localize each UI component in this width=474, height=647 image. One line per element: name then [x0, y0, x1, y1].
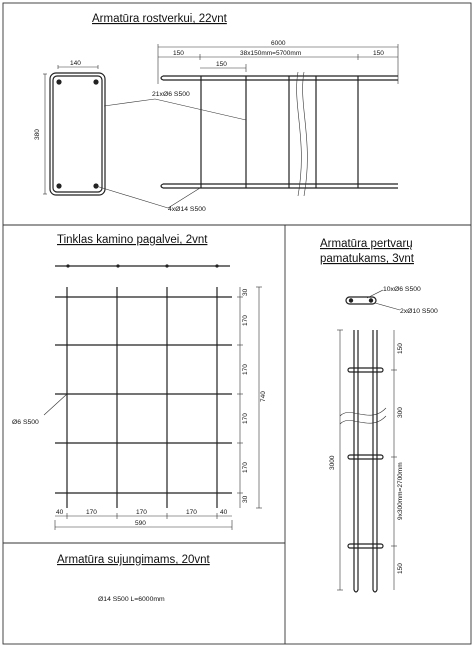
longitudinal-label: 4xØ14 S500	[168, 206, 206, 213]
mesh-edge-dim-top: 30	[242, 288, 249, 296]
break-line	[340, 416, 386, 424]
mesh-span-dim: 170	[242, 462, 249, 473]
mesh-bottom-total-dim: 590	[135, 520, 146, 527]
elevation-total-dim: 6000	[271, 40, 286, 47]
mesh-bottom-span-dim: 170	[186, 509, 197, 516]
elevation-middle-dim: 38x150mm=5700mm	[240, 50, 302, 57]
mesh-title: Tinklas kamino pagalvei, 2vnt	[57, 234, 208, 246]
break-line	[303, 72, 308, 196]
bottom-longitudinal-bars	[163, 184, 398, 188]
partition-longitudinal-label: 2xØ10 S500	[400, 308, 438, 315]
partition-title-line1: Armatūra pertvarų	[320, 238, 413, 250]
mesh-edge-dim-bottom: 30	[242, 495, 249, 503]
partition-title-line2: pamatukams, 3vnt	[320, 253, 414, 265]
partition-stirrups-label: 10xØ6 S500	[383, 286, 421, 293]
mesh-grid	[55, 287, 232, 508]
partition-top-dim: 150	[397, 343, 404, 354]
cross-section-width-dim: 140	[70, 60, 81, 67]
elevation-end-left-dim: 150	[173, 50, 184, 57]
joints-spec: Ø14 S500 L=6000mm	[98, 596, 165, 603]
sheet-border	[3, 3, 471, 644]
partition-series-dim: 9x300mm=2700mm	[397, 462, 404, 520]
stirrups-label: 21xØ6 S500	[152, 91, 190, 98]
rostverk-title: Armatūra rostverkui, 22vnt	[92, 13, 227, 25]
cross-section-bar	[56, 183, 61, 188]
break-line	[340, 408, 386, 416]
cross-section-stirrup-inner	[53, 76, 102, 192]
cross-section-stirrup	[50, 73, 105, 195]
mesh-bottom-span-dim: 170	[136, 509, 147, 516]
section-joints	[57, 554, 211, 603]
partition-total-dim: 3000	[329, 455, 336, 470]
partition-middle-dim: 300	[397, 407, 404, 418]
elevation-stirrups	[201, 76, 358, 188]
mesh-bar-label: Ø6 S500	[12, 419, 39, 426]
elevation-spacing-dim: 150	[216, 61, 227, 68]
section-mesh	[12, 234, 267, 530]
mesh-bottom-edge-dim: 40	[56, 509, 64, 516]
mesh-height-total-dim: 740	[260, 391, 267, 402]
top-longitudinal-bars	[163, 76, 398, 80]
mesh-span-dim: 170	[242, 315, 249, 326]
mesh-span-dim: 170	[242, 364, 249, 375]
section-rostverk	[34, 13, 398, 213]
rostverk-elevation	[96, 40, 398, 213]
cross-section-height-dim: 380	[34, 129, 41, 140]
joints-title: Armatūra sujungimams, 20vnt	[57, 554, 210, 566]
cross-section-bar	[56, 79, 61, 84]
mesh-span-dim: 170	[242, 413, 249, 424]
partition-elevation	[340, 330, 386, 592]
mesh-bottom-span-dim: 170	[86, 509, 97, 516]
rostverk-cross-section	[34, 60, 105, 195]
elevation-end-right-dim: 150	[373, 50, 384, 57]
partition-bottom-dim: 150	[397, 563, 404, 574]
section-partition	[320, 238, 438, 592]
break-line	[297, 72, 302, 196]
cross-section-bar	[93, 79, 98, 84]
mesh-bottom-edge-dim: 40	[220, 509, 228, 516]
